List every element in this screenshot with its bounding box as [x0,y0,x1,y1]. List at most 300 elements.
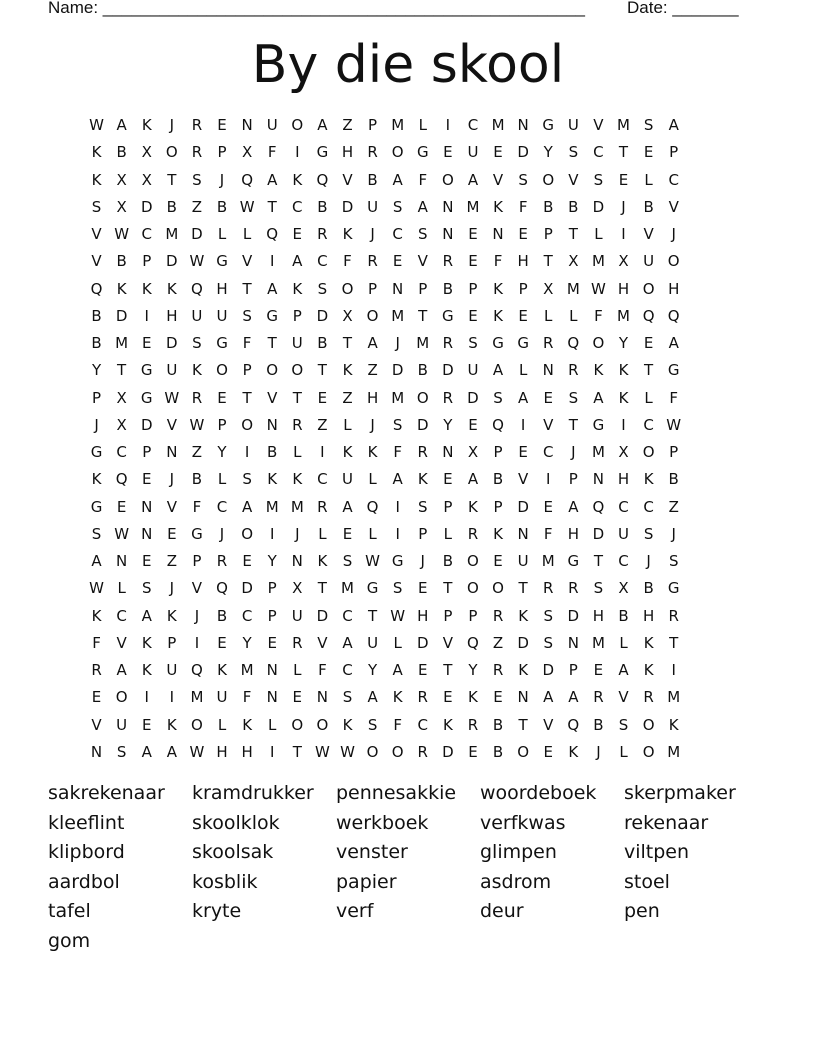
grid-letter: B [317,197,328,216]
word-list-item: tafel [48,900,91,923]
grid-letter: X [292,579,303,598]
grid-letter: W [390,606,406,625]
grid-letter: J [420,552,425,570]
grid-letter: P [493,497,503,516]
grid-letter: G [442,306,454,325]
grid-letter: X [241,143,253,162]
grid-letter: H [216,279,228,298]
grid-letter: L [117,579,126,598]
grid-letter: V [91,715,102,734]
grid-letter: T [242,388,252,407]
grid-letter: F [318,661,327,679]
word-list-item: klipbord [48,841,125,864]
grid-letter: Y [242,633,252,652]
grid-letter: P [368,116,378,134]
grid-letter: O [241,415,254,434]
word-list-item: rekenaar [624,811,709,834]
grid-letter: F [92,633,101,652]
grid-letter: Y [443,415,453,434]
grid-letter: H [517,252,529,271]
grid-letter: G [266,306,279,325]
grid-letter: Q [241,170,254,189]
grid-letter: K [141,116,152,134]
grid-letter: M [190,688,204,707]
grid-letter: D [442,742,454,761]
grid-letter: B [91,334,102,352]
grid-letter: N [141,497,153,516]
grid-letter: K [342,715,353,734]
grid-letter: T [593,552,603,570]
grid-letter: Z [191,443,203,461]
grid-letter: K [442,715,453,734]
grid-letter: E [418,579,428,598]
grid-letter: S [518,170,528,189]
grid-letter: Y [618,334,629,352]
grid-letter: U [191,306,203,325]
grid-letter: R [317,497,328,516]
grid-letter: A [241,497,253,516]
grid-letter: I [320,443,325,461]
grid-letter: J [646,552,651,570]
grid-letter: K [192,361,202,380]
grid-letter: U [467,361,479,380]
grid-letter: B [568,197,579,216]
grid-letter: K [242,715,253,734]
grid-letter: I [269,742,275,761]
grid-letter: X [543,279,554,298]
grid-letter: V [317,633,328,652]
grid-letter: T [543,252,553,271]
grid-letter: D [567,606,580,625]
grid-letter: M [341,579,354,598]
grid-letter: C [467,116,479,134]
grid-letter: K [518,606,529,625]
grid-letter: V [241,252,253,271]
grid-letter: I [445,116,451,134]
grid-letter: L [217,225,227,243]
grid-letter: R [543,579,554,598]
grid-letter: C [317,470,328,489]
grid-letter: D [140,415,153,434]
grid-letter: R [191,143,203,162]
grid-letter: S [468,334,478,352]
grid-letter: S [643,116,654,134]
grid-letter: O [115,688,128,707]
grid-letter: E [493,552,503,570]
grid-letter: H [341,143,354,162]
grid-letter: Z [191,197,203,216]
grid-letter: N [517,524,529,543]
name-field-label: Name: ___________________________________________________ [48,0,585,17]
grid-letter: S [392,415,403,434]
grid-letter: G [592,415,605,434]
grid-letter: O [467,552,479,570]
grid-letter: E [468,252,478,271]
grid-letter: K [618,361,629,380]
grid-letter: K [493,279,503,298]
grid-letter: G [542,116,555,134]
grid-letter: P [568,470,578,489]
grid-letter: R [492,606,504,625]
grid-letter: J [671,524,676,543]
grid-letter: Q [266,225,279,243]
grid-letter: F [418,170,428,189]
grid-letter: S [242,306,252,325]
grid-letter: E [267,633,277,652]
grid-letter: C [618,552,629,570]
grid-letter: E [493,143,503,162]
grid-letter: E [167,524,177,543]
grid-letter: N [392,279,404,298]
grid-letter: I [244,443,250,461]
grid-letter: R [292,415,303,434]
grid-letter: B [216,197,228,216]
grid-letter: A [166,742,177,761]
grid-letter: I [395,524,400,543]
grid-letter: A [568,497,579,516]
grid-letter: E [443,688,453,707]
grid-letter: E [317,388,328,407]
grid-letter: S [342,552,353,570]
grid-letter: D [391,361,404,380]
grid-letter: B [668,470,679,489]
grid-letter: Z [367,361,378,380]
grid-letter: E [493,688,503,707]
word-list-item: kosblik [192,870,258,893]
grid-letter: D [166,252,178,271]
grid-letter: V [342,170,353,189]
grid-letter: U [517,552,529,570]
grid-letter: S [418,497,428,516]
grid-letter: F [242,334,252,352]
grid-letter: G [492,334,504,352]
grid-letter: J [94,415,99,434]
grid-letter: F [669,388,679,407]
grid-letter: T [568,225,578,243]
grid-letter: L [418,116,427,134]
grid-letter: O [366,306,379,325]
grid-letter: S [643,524,654,543]
grid-letter: V [166,415,177,434]
grid-letter: F [518,197,528,216]
grid-letter: L [393,633,402,652]
grid-letter: M [491,116,505,134]
grid-letter: A [467,170,479,189]
grid-letter: D [416,415,429,434]
grid-letter: E [141,470,152,489]
grid-letter: S [192,334,202,352]
grid-letter: L [318,524,327,543]
grid-letter: G [90,443,103,461]
grid-letter: W [340,742,355,761]
grid-letter: M [667,688,681,707]
grid-letter: T [443,661,453,679]
grid-letter: A [292,252,303,271]
word-list-item: pennesakkie [336,782,457,804]
grid-letter: E [217,633,227,652]
grid-letter: Q [667,306,680,325]
word-list-item: pen [624,900,660,923]
grid-letter: A [543,688,554,707]
grid-letter: S [242,470,252,489]
grid-letter: L [544,306,553,325]
grid-letter: G [140,361,153,380]
grid-letter: P [468,279,478,298]
grid-letter: Z [342,388,353,407]
grid-letter: V [568,170,579,189]
grid-letter: C [618,497,629,516]
word-list-item: asdrom [480,870,552,893]
grid-letter: G [567,552,580,570]
word-list-item: skoolklok [192,811,280,834]
grid-letter: U [291,606,303,625]
grid-letter: J [571,443,576,461]
grid-letter: L [594,225,603,243]
grid-letter: U [467,143,479,162]
grid-letter: S [141,579,152,598]
grid-letter: K [392,688,403,707]
grid-letter: G [416,143,429,162]
grid-letter: X [342,306,353,325]
word-list-item: verf [336,900,374,923]
grid-letter: L [217,470,227,489]
grid-letter: A [116,661,127,679]
grid-letter: V [116,633,127,652]
grid-letter: G [216,334,228,352]
grid-letter: N [316,688,328,707]
grid-letter: G [191,524,203,543]
grid-letter: X [141,143,152,162]
grid-row [84,575,686,602]
grid-letter: K [518,661,529,679]
grid-letter: U [216,688,228,707]
grid-letter: Q [115,470,128,489]
grid-letter: B [367,170,378,189]
grid-letter: K [141,633,152,652]
word-list-item: skerpmaker [624,782,736,804]
grid-row [84,548,686,575]
grid-letter: A [91,552,102,570]
grid-letter: U [367,197,379,216]
grid-letter: N [90,742,103,761]
grid-letter: Z [342,116,353,134]
grid-letter: L [368,470,377,489]
grid-letter: W [189,252,205,271]
grid-letter: Q [567,334,580,352]
grid-letter: Z [668,497,679,516]
grid-letter: Y [267,552,277,570]
grid-letter: N [517,688,529,707]
grid-letter: X [141,170,152,189]
grid-letter: B [442,279,453,298]
grid-letter: J [219,170,225,189]
grid-letter: O [416,388,429,407]
grid-letter: B [116,252,127,271]
grid-letter: J [395,334,400,352]
grid-letter: A [317,116,328,134]
grid-letter: U [567,116,579,134]
grid-letter: W [89,579,104,598]
grid-letter: R [568,361,579,380]
grid-letter: G [140,388,153,407]
grid-letter: M [591,252,605,271]
grid-letter: B [543,197,554,216]
grid-letter: S [116,742,127,761]
grid-letter: M [265,497,279,516]
grid-letter: B [492,715,504,734]
grid-letter: B [267,443,278,461]
grid-letter: A [367,688,378,707]
word-list-item: kryte [192,900,242,923]
grid-letter: M [391,116,405,134]
grid-letter: K [292,470,303,489]
grid-letter: C [392,225,403,243]
grid-letter: Q [191,279,203,298]
grid-letter: A [668,334,679,352]
grid-letter: P [543,225,553,243]
grid-letter: A [392,470,403,489]
grid-letter: D [592,524,605,543]
grid-letter: U [116,715,128,734]
grid-letter: S [367,715,378,734]
grid-letter: N [442,225,454,243]
grid-letter: P [167,633,177,652]
grid-letter: N [492,225,504,243]
grid-letter: K [267,470,278,489]
grid-letter: R [317,225,328,243]
grid-letter: J [194,606,200,625]
word-list-item: sakrekenaar [48,782,165,804]
grid-letter: O [391,742,404,761]
grid-letter: T [568,415,578,434]
grid-row [84,521,686,548]
grid-letter: M [115,334,129,352]
grid-letter: O [542,170,555,189]
grid-letter: I [144,688,149,707]
grid-letter: K [593,361,604,380]
grid-letter: X [467,443,479,461]
grid-letter: I [520,415,526,434]
grid-letter: C [643,415,654,434]
grid-letter: R [643,688,654,707]
grid-letter: Q [216,579,228,598]
grid-letter: E [141,334,152,352]
grid-letter: K [141,279,152,298]
grid-letter: T [342,334,353,352]
grid-letter: P [443,497,453,516]
grid-letter: M [466,197,480,216]
grid-letter: O [316,715,329,734]
grid-letter: V [166,497,177,516]
grid-letter: K [166,606,177,625]
grid-letter: D [241,579,253,598]
grid-letter: P [368,279,378,298]
grid-letter: E [518,225,528,243]
grid-letter: H [617,470,630,489]
grid-letter: P [518,279,528,298]
grid-row [84,330,686,357]
grid-letter: W [114,524,130,543]
grid-letter: J [169,470,175,489]
grid-letter: V [643,225,654,243]
grid-letter: O [592,334,605,352]
grid-letter: P [217,415,227,434]
grid-letter: T [242,279,252,298]
grid-letter: V [518,470,529,489]
grid-letter: A [467,470,479,489]
grid-letter: P [468,606,478,625]
grid-letter: U [643,252,655,271]
grid-letter: B [116,143,127,162]
grid-letter: K [668,715,679,734]
grid-row [84,712,686,739]
grid-letter: V [91,225,102,243]
grid-letter: T [618,143,629,162]
grid-letter: M [290,497,304,516]
grid-letter: O [266,361,279,380]
grid-letter: I [621,225,626,243]
grid-letter: E [593,661,604,679]
grid-letter: K [643,470,654,489]
grid-row [84,657,686,684]
grid-letter: I [395,497,400,516]
grid-letter: B [492,470,504,489]
grid-letter: Q [567,715,580,734]
grid-letter: R [367,143,378,162]
grid-letter: A [342,633,353,652]
grid-letter: C [643,497,654,516]
grid-letter: J [295,524,300,543]
grid-letter: H [642,606,655,625]
grid-letter: T [418,306,428,325]
grid-letter: C [417,715,428,734]
grid-letter: E [543,388,553,407]
grid-letter: H [241,742,253,761]
grid-letter: E [643,143,654,162]
grid-letter: N [442,197,454,216]
grid-letter: M [591,633,605,652]
grid-letter: S [568,388,579,407]
grid-letter: P [669,443,679,461]
grid-letter: T [367,606,378,625]
grid-letter: N [166,443,178,461]
grid-letter: E [116,497,127,516]
grid-letter: A [342,497,353,516]
grid-row [84,167,686,194]
grid-letter: B [91,306,102,325]
grid-letter: E [468,742,478,761]
grid-letter: T [317,579,327,598]
grid-row [84,112,686,139]
grid-letter: N [116,552,128,570]
grid-letter: I [269,524,275,543]
grid-letter: N [141,524,153,543]
grid-letter: K [91,143,102,162]
grid-letter: H [417,606,429,625]
grid-letter: K [643,633,654,652]
grid-letter: C [317,252,328,271]
grid-letter: L [293,443,302,461]
grid-letter: T [117,361,127,380]
grid-letter: K [493,197,503,216]
grid-letter: K [292,170,303,189]
grid-letter: B [216,606,228,625]
grid-letter: F [267,143,277,162]
grid-letter: K [417,470,428,489]
grid-letter: J [621,197,626,216]
grid-letter: D [542,661,555,679]
grid-letter: T [443,579,453,598]
